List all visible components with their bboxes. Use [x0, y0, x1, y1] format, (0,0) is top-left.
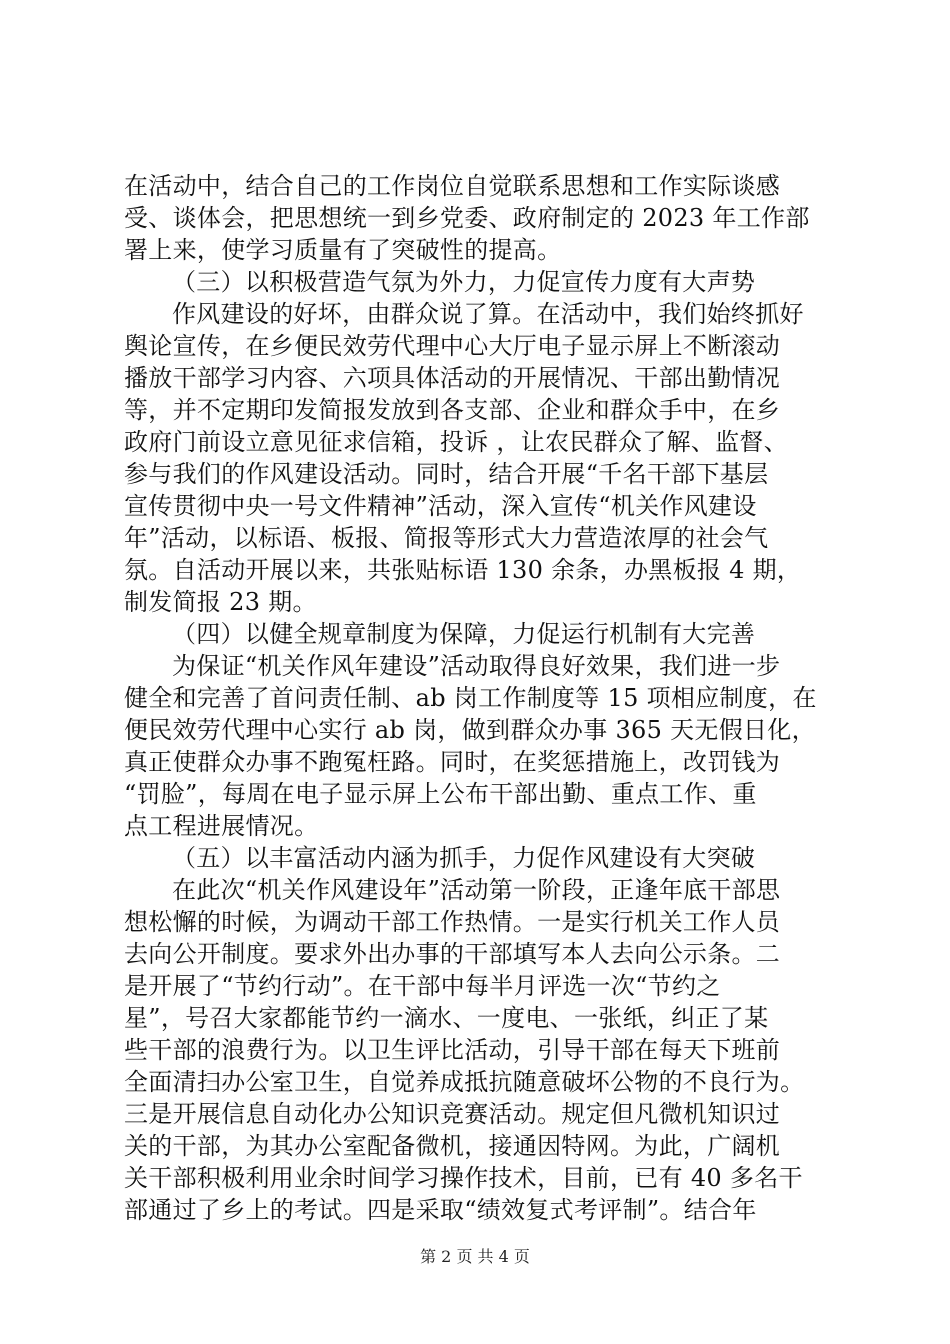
paragraph-line: 星”，号召大家都能节约一滴水、一度电、一张纸，纠正了某: [124, 1004, 769, 1032]
paragraph-line: 参与我们的作风建设活动。同时，结合开展“千名干部下基层: [124, 460, 769, 488]
paragraph-line: 受、谈体会，把思想统一到乡党委、政府制定的 2023 年工作部: [124, 204, 810, 232]
paragraph-line: 健全和完善了首问责任制、ab 岗工作制度等 15 项相应制度，在: [124, 684, 817, 712]
paragraph-line: 关干部积极利用业余时间学习操作技术，目前，已有 40 多名干: [124, 1164, 803, 1192]
paragraph-line: 点工程进展情况。: [124, 812, 319, 840]
paragraph-line: 在活动中，结合自己的工作岗位自觉联系思想和工作实际谈感: [124, 172, 781, 200]
paragraph-line: 政府门前设立意见征求信箱，投诉 ，让农民群众了解、监督、: [124, 428, 789, 456]
section-heading: （三）以积极营造气氛为外力，力促宣传力度有大声势: [172, 268, 756, 296]
paragraph-line: 宣传贯彻中央一号文件精神”活动，深入宣传“机关作风建设: [124, 492, 757, 520]
paragraph-line: 些干部的浪费行为。以卫生评比活动，引导干部在每天下班前: [124, 1036, 781, 1064]
paragraph-line: 全面清扫办公室卫生，自觉养成抵抗随意破坏公物的不良行为。: [124, 1068, 805, 1096]
paragraph-line: 氛。自活动开展以来，共张贴标语 130 余条，办黑板报 4 期，: [124, 556, 802, 584]
page-footer: 第 2 页 共 4 页: [420, 1247, 530, 1266]
paragraph-line: 年”活动，以标语、板报、简报等形式大力营造浓厚的社会气: [124, 524, 769, 552]
paragraph-line: 想松懈的时候，为调动干部工作热情。一是实行机关工作人员: [124, 908, 781, 936]
paragraph-line: 是开展了“节约行动”。在干部中每半月评选一次“节约之: [124, 972, 721, 1000]
paragraph-line: “罚脸”，每周在电子显示屏上公布干部出勤、重点工作、重: [124, 780, 757, 808]
document-body: [124, 170, 844, 1226]
paragraph-line: 去向公开制度。要求外出办事的干部填写本人去向公示条。二: [124, 940, 781, 968]
paragraph-line: 真正使群众办事不跑冤枉路。同时，在奖惩措施上，改罚钱为: [124, 748, 781, 776]
paragraph-line: 作风建设的好坏，由群众说了算。在活动中，我们始终抓好: [172, 300, 804, 328]
paragraph-line: 舆论宣传，在乡便民效劳代理中心大厅电子显示屏上不断滚动: [124, 332, 781, 360]
section-heading: （四）以健全规章制度为保障，力促运行机制有大完善: [172, 620, 756, 648]
paragraph-line: 便民效劳代理中心实行 ab 岗，做到群众办事 365 天无假日化，: [124, 716, 816, 744]
paragraph-line: 部通过了乡上的考试。四是采取“绩效复式考评制”。结合年: [124, 1196, 757, 1224]
paragraph-line: 三是开展信息自动化办公知识竞赛活动。规定但凡微机知识过: [124, 1100, 781, 1128]
paragraph-line: 为保证“机关作风年建设”活动取得良好效果，我们进一步: [172, 652, 781, 680]
paragraph-line: 制发简报 23 期。: [124, 588, 317, 616]
paragraph-line: 署上来，使学习质量有了突破性的提高。: [124, 236, 562, 264]
section-heading: （五）以丰富活动内涵为抓手，力促作风建设有大突破: [172, 844, 756, 872]
paragraph-line: 等，并不定期印发简报发放到各支部、企业和群众手中，在乡: [124, 396, 781, 424]
paragraph-line: 在此次“机关作风建设年”活动第一阶段，正逢年底干部思: [172, 876, 781, 904]
paragraph-line: 关的干部，为其办公室配备微机，接通因特网。为此，广阔机: [124, 1132, 781, 1160]
paragraph-line: 播放干部学习内容、六项具体活动的开展情况、干部出勤情况: [124, 364, 781, 392]
